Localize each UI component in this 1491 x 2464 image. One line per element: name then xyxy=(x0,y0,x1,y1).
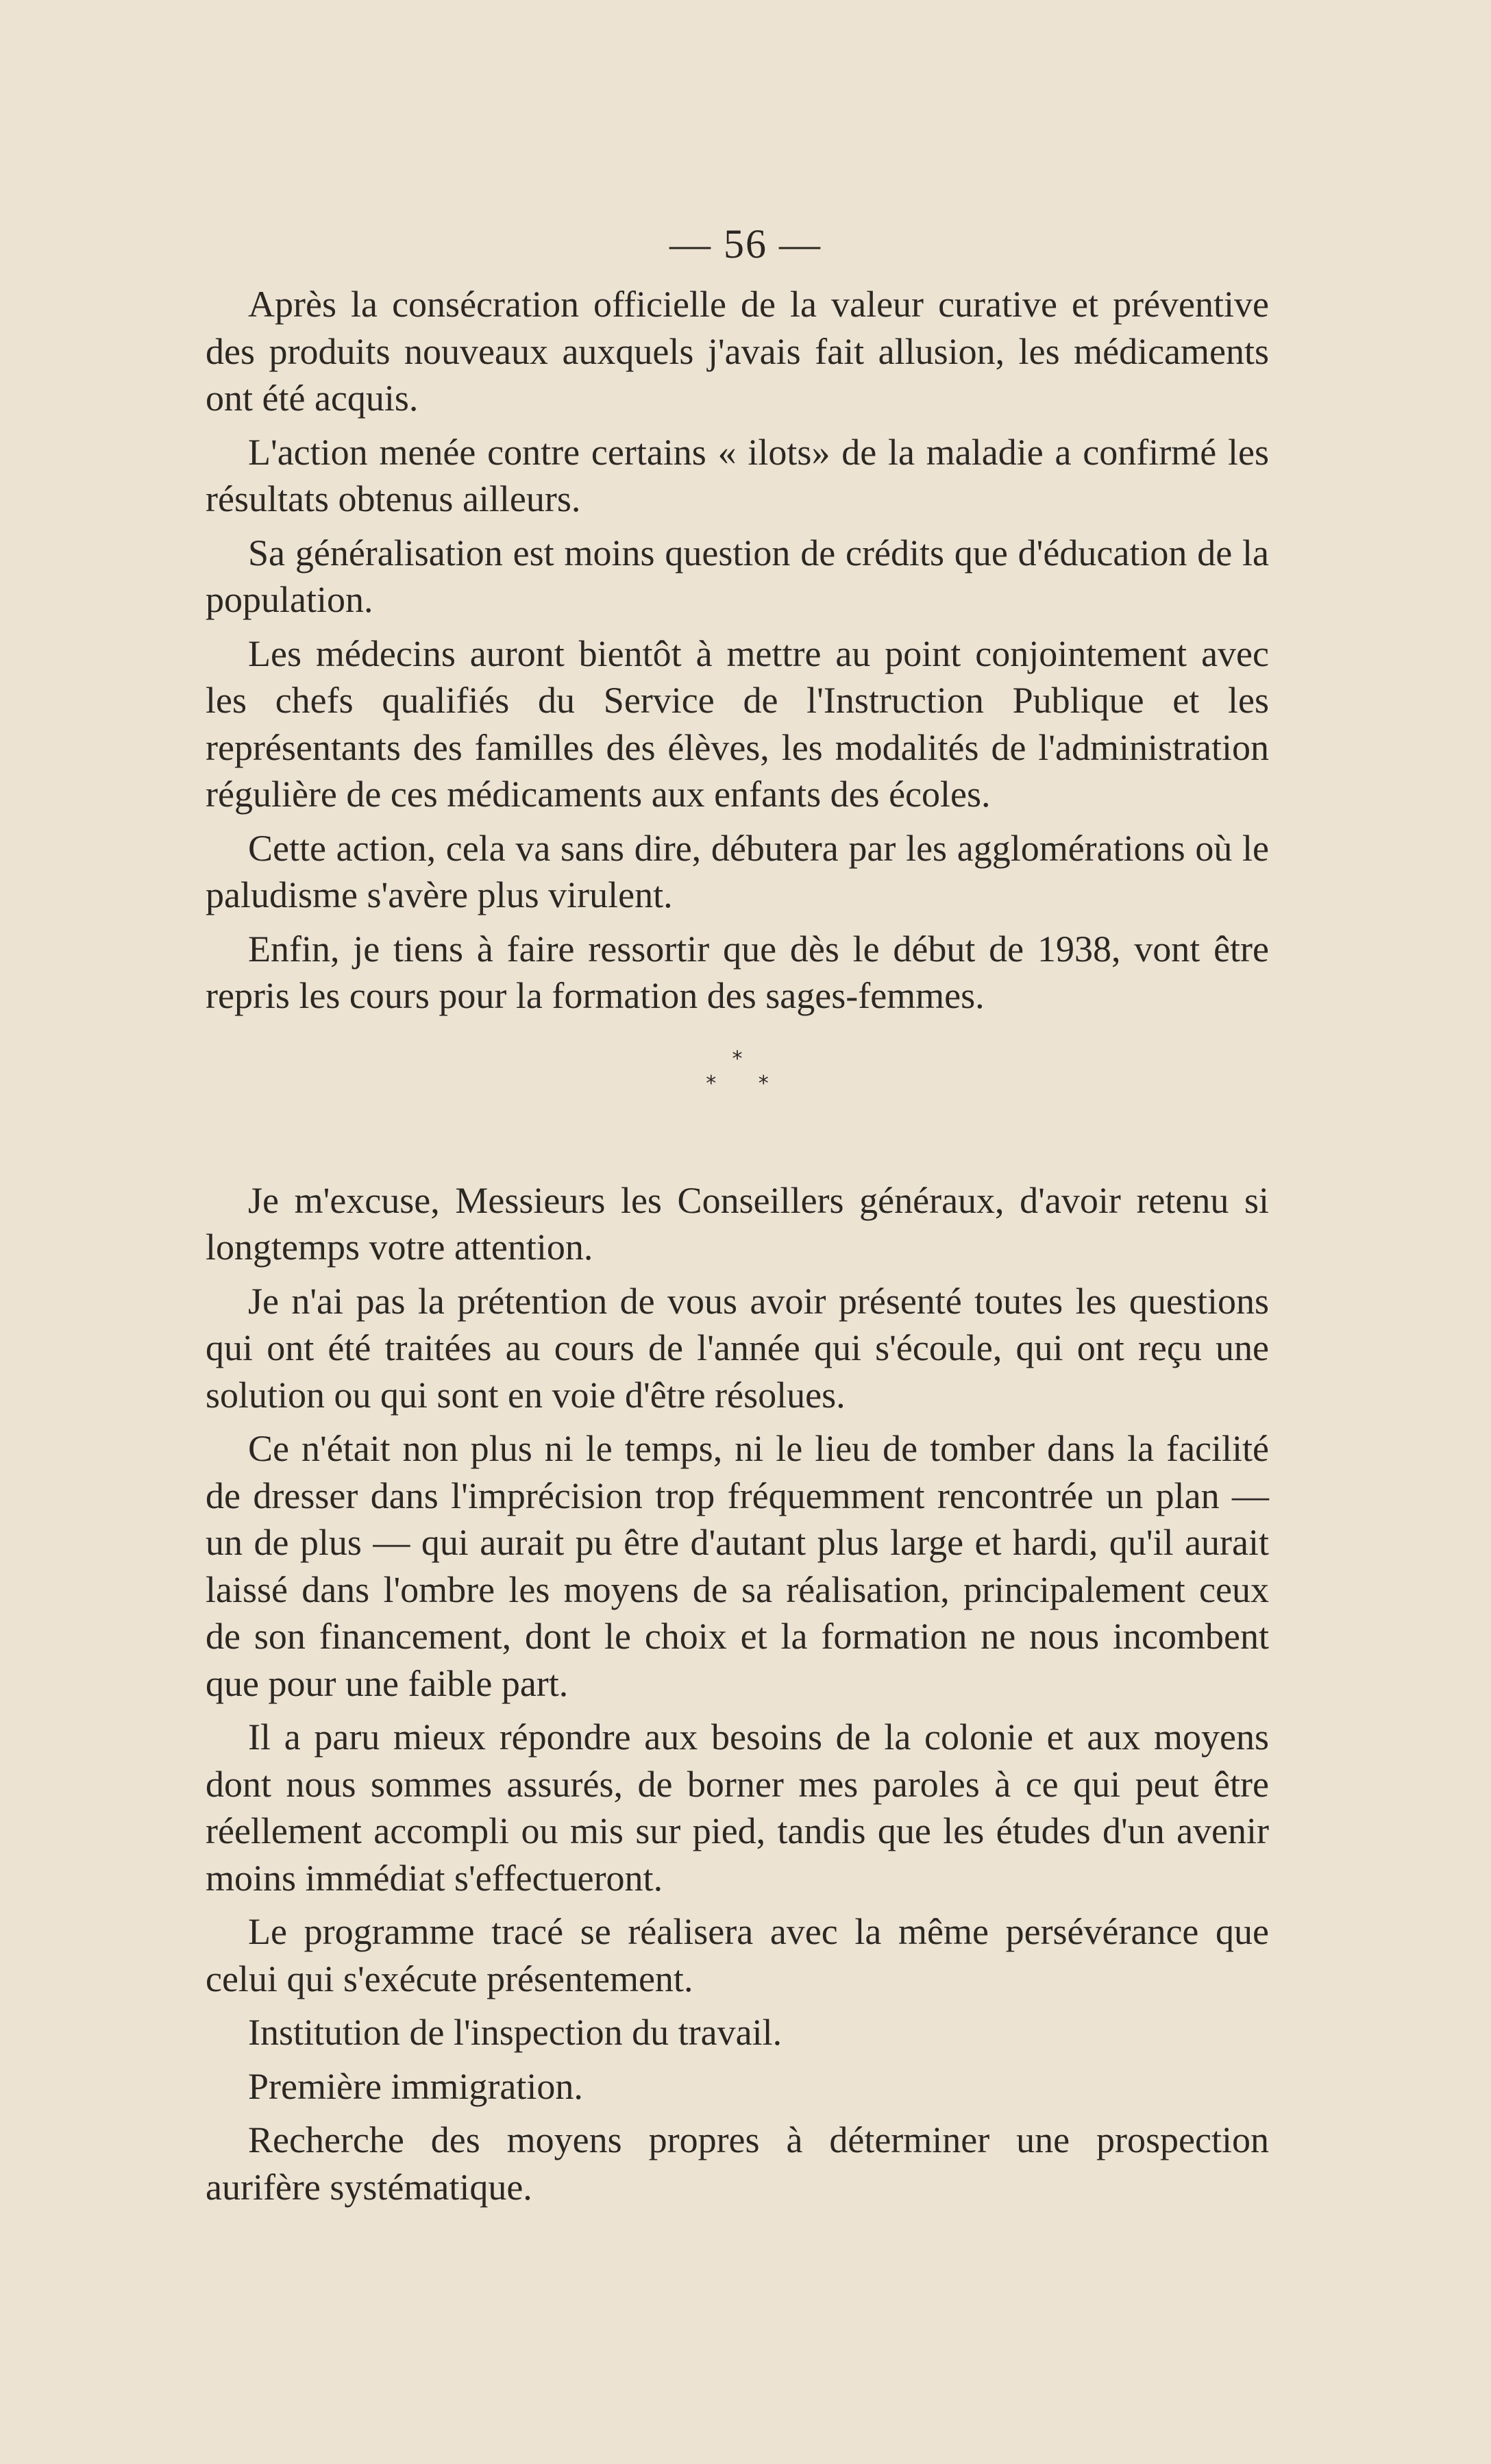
paragraph: L'action menée contre certains « ilots» de la maladie a confirmé les résultats obtenus ailleurs. xyxy=(206,431,1269,519)
section-separator xyxy=(206,1047,1269,1096)
list-item: Institution de l'inspection du travail. xyxy=(248,2012,783,2053)
list-item: Première immigration. xyxy=(248,2065,583,2107)
separator-asterisks-bottom: * * xyxy=(706,1071,787,1096)
page-number: — 56 — xyxy=(669,221,822,267)
list-item: Recherche des moyens propres à déterminer une prospection aurifère systématique. xyxy=(206,2119,1269,2208)
paragraph: Le programme tracé se réalisera avec la même persévérance que celui qui s'exécute présentement. xyxy=(206,1911,1269,1999)
paragraph: Enfin, je tiens à faire ressortir que dès le début de 1938, vont être repris les cours pour la formation des sages-femmes. xyxy=(206,928,1269,1016)
paragraph: Les médecins auront bientôt à mettre au point conjointement avec les chefs qualifiés du Service de l'Instruction Publique et les représentants des familles des élèves, les modalités de l'administration régulière de ces médicaments aux enfants des écoles. xyxy=(206,632,1269,815)
paragraph: Je n'ai pas la prétention de vous avoir présenté toutes les questions qui ont été traitées au cours de l'année qui s'écoule, qui ont reçu une solution ou qui sont en voie d'être résolues. xyxy=(206,1280,1269,1416)
paragraph: Après la consécration officielle de la valeur curative et préventive des produits nouveaux auxquels j'avais fait allusion, les médicaments ont été acquis. xyxy=(206,284,1269,419)
paragraph: Je m'excuse, Messieurs les Conseillers généraux, d'avoir retenu si longtemps votre attention. xyxy=(206,1179,1269,1268)
paragraph: Sa généralisation est moins question de crédits que d'éducation de la population. xyxy=(206,532,1269,620)
page-body xyxy=(206,281,1269,2217)
paragraph: Ce n'était non plus ni le temps, ni le lieu de tomber dans la facilité de dresser dans l'imprécision trop fréquemment rencontrée un plan — un de plus — qui aurait pu être d'autant plus large et hardi, qu'il aurait laissé dans l'ombre les moyens de sa réalisation, principalement ceux de son financement, dont le choix et la formation ne nous incombent que pour une faible part. xyxy=(206,1428,1269,1704)
separator-asterisk-top: * xyxy=(732,1046,743,1071)
paragraph: Il a paru mieux répondre aux besoins de la colonie et aux moyens dont nous sommes assurés, de borner mes paroles à ce qui peut être réellement accompli ou mis sur pied, tandis que les études d'un avenir moins immédiat s'effectueront. xyxy=(206,1716,1269,1899)
paragraph: Cette action, cela va sans dire, débutera par les agglomérations où le paludisme s'avère plus virulent. xyxy=(206,827,1269,915)
